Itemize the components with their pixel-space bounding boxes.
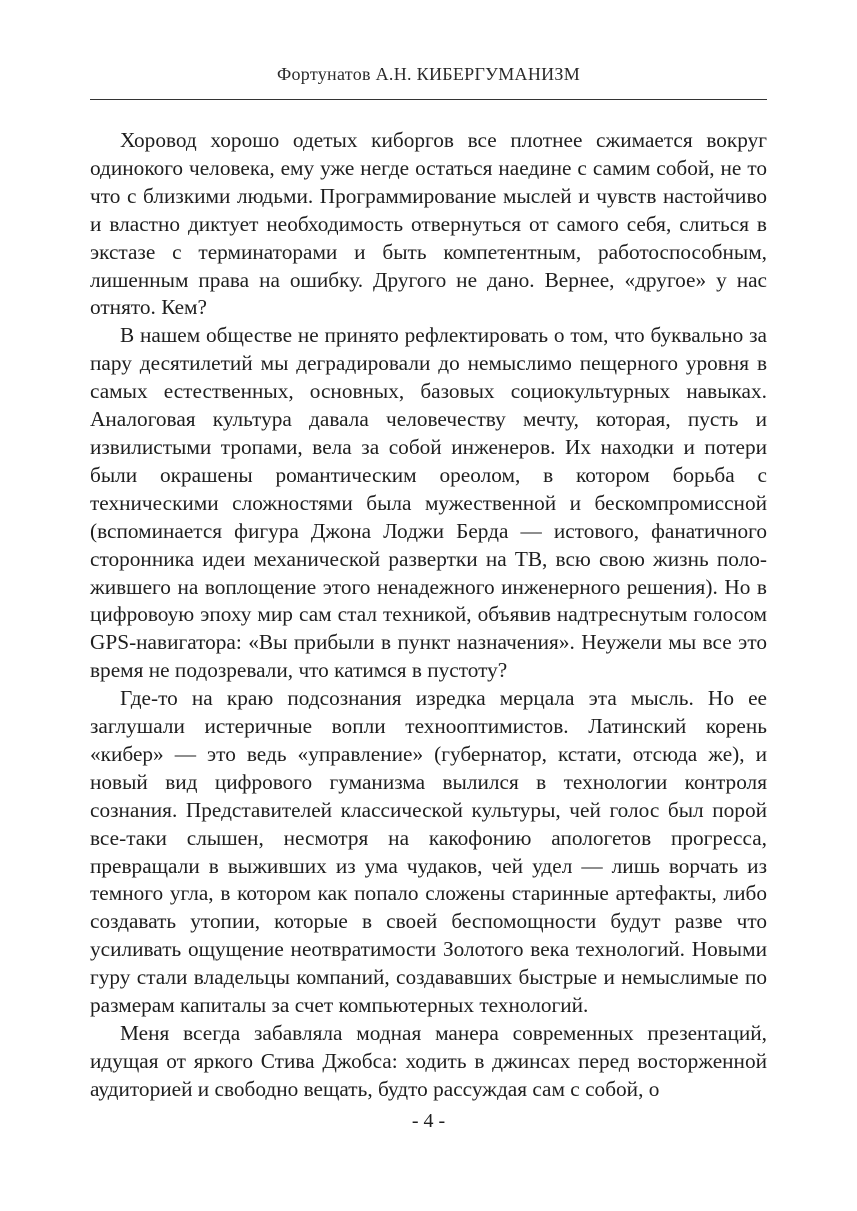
paragraph-4: Меня всегда забавляла модная манера современных презентаций, идущая от яркого Стива Джобса: ходить в джинсах перед восторженной аудиторией и свободно вещать, будто рассуждая сам с собой, о	[90, 1021, 767, 1101]
header-divider-rule	[90, 99, 767, 100]
paragraph-2: В нашем обществе не принято рефлектировать о том, что буквально за пару десятилетий мы деградировали до немыслимо пещерного уровня в самых естественных, основных, базовых социокультурных навыках. Аналоговая культура давала человечеству мечту, которая, пусть и извилистыми тропами, вела за собой инженеров. Их находки и потери были окрашены романтическим ореолом, в котором борьба с техническими сложностями была мужественной и бескомпромиссной (вспоминается фигура Джона Лоджи Берда — истового, фанатичного сторонника идеи механической развертки на ТВ, всю свою жизнь положившего на воплощение этого ненадежного инженерного решения). Но в цифровоую эпоху мир сам стал техникой, объявив надтреснутым голосом GPS-навигатора: «Вы прибыли в пункт назначения». Неужели мы все это время не подозревали, что катимся в пустоту?	[90, 323, 767, 683]
running-head-title: Фортунатов А.Н. КИБЕРГУМАНИЗМ	[276, 64, 581, 84]
paragraph-3: Где-то на краю подсознания изредка мерцала эта мысль. Но ее заглушали истеричные вопли технооптимистов. Латинский корень «кибер» — это ведь «управление» (губернатор, кстати, отсюда же), и новый вид цифрового гуманизма вылился в технологии контроля сознания. Представителей классической культуры, чей голос был порой все-таки слышен, несмотря на какофонию апологетов прогресса, превращали в выживших из ума чудаков, чей удел — лишь ворчать из темного угла, в котором как попало сложены старинные артефакты, либо создавать утопии, которые в своей беспомощности будут разве что усиливать ощущение неотвратимости Золотого века технологий. Новыми гуру стали владельцы компаний, создававших быстрые и немыслимые по размерам капиталы за счет компьютерных технологий.	[90, 686, 767, 1018]
paragraph-1: Хоровод хорошо одетых киборгов все плотнее сжимается вокруг одинокого человека, ему уже негде остаться наедине с самим собой, не то что с близкими людьми. Программирование мыслей и чувств настойчиво и властно диктует необходимость отвернуться от самого себя, слиться в экстазе с терминаторами и быть компетентным, работоспособным, лишенным права на ошибку. Другого не дано. Вернее, «другое» у нас отнято. Кем?	[90, 128, 767, 320]
page-number: - 4 -	[411, 1110, 446, 1132]
main-text-block	[90, 127, 767, 1104]
